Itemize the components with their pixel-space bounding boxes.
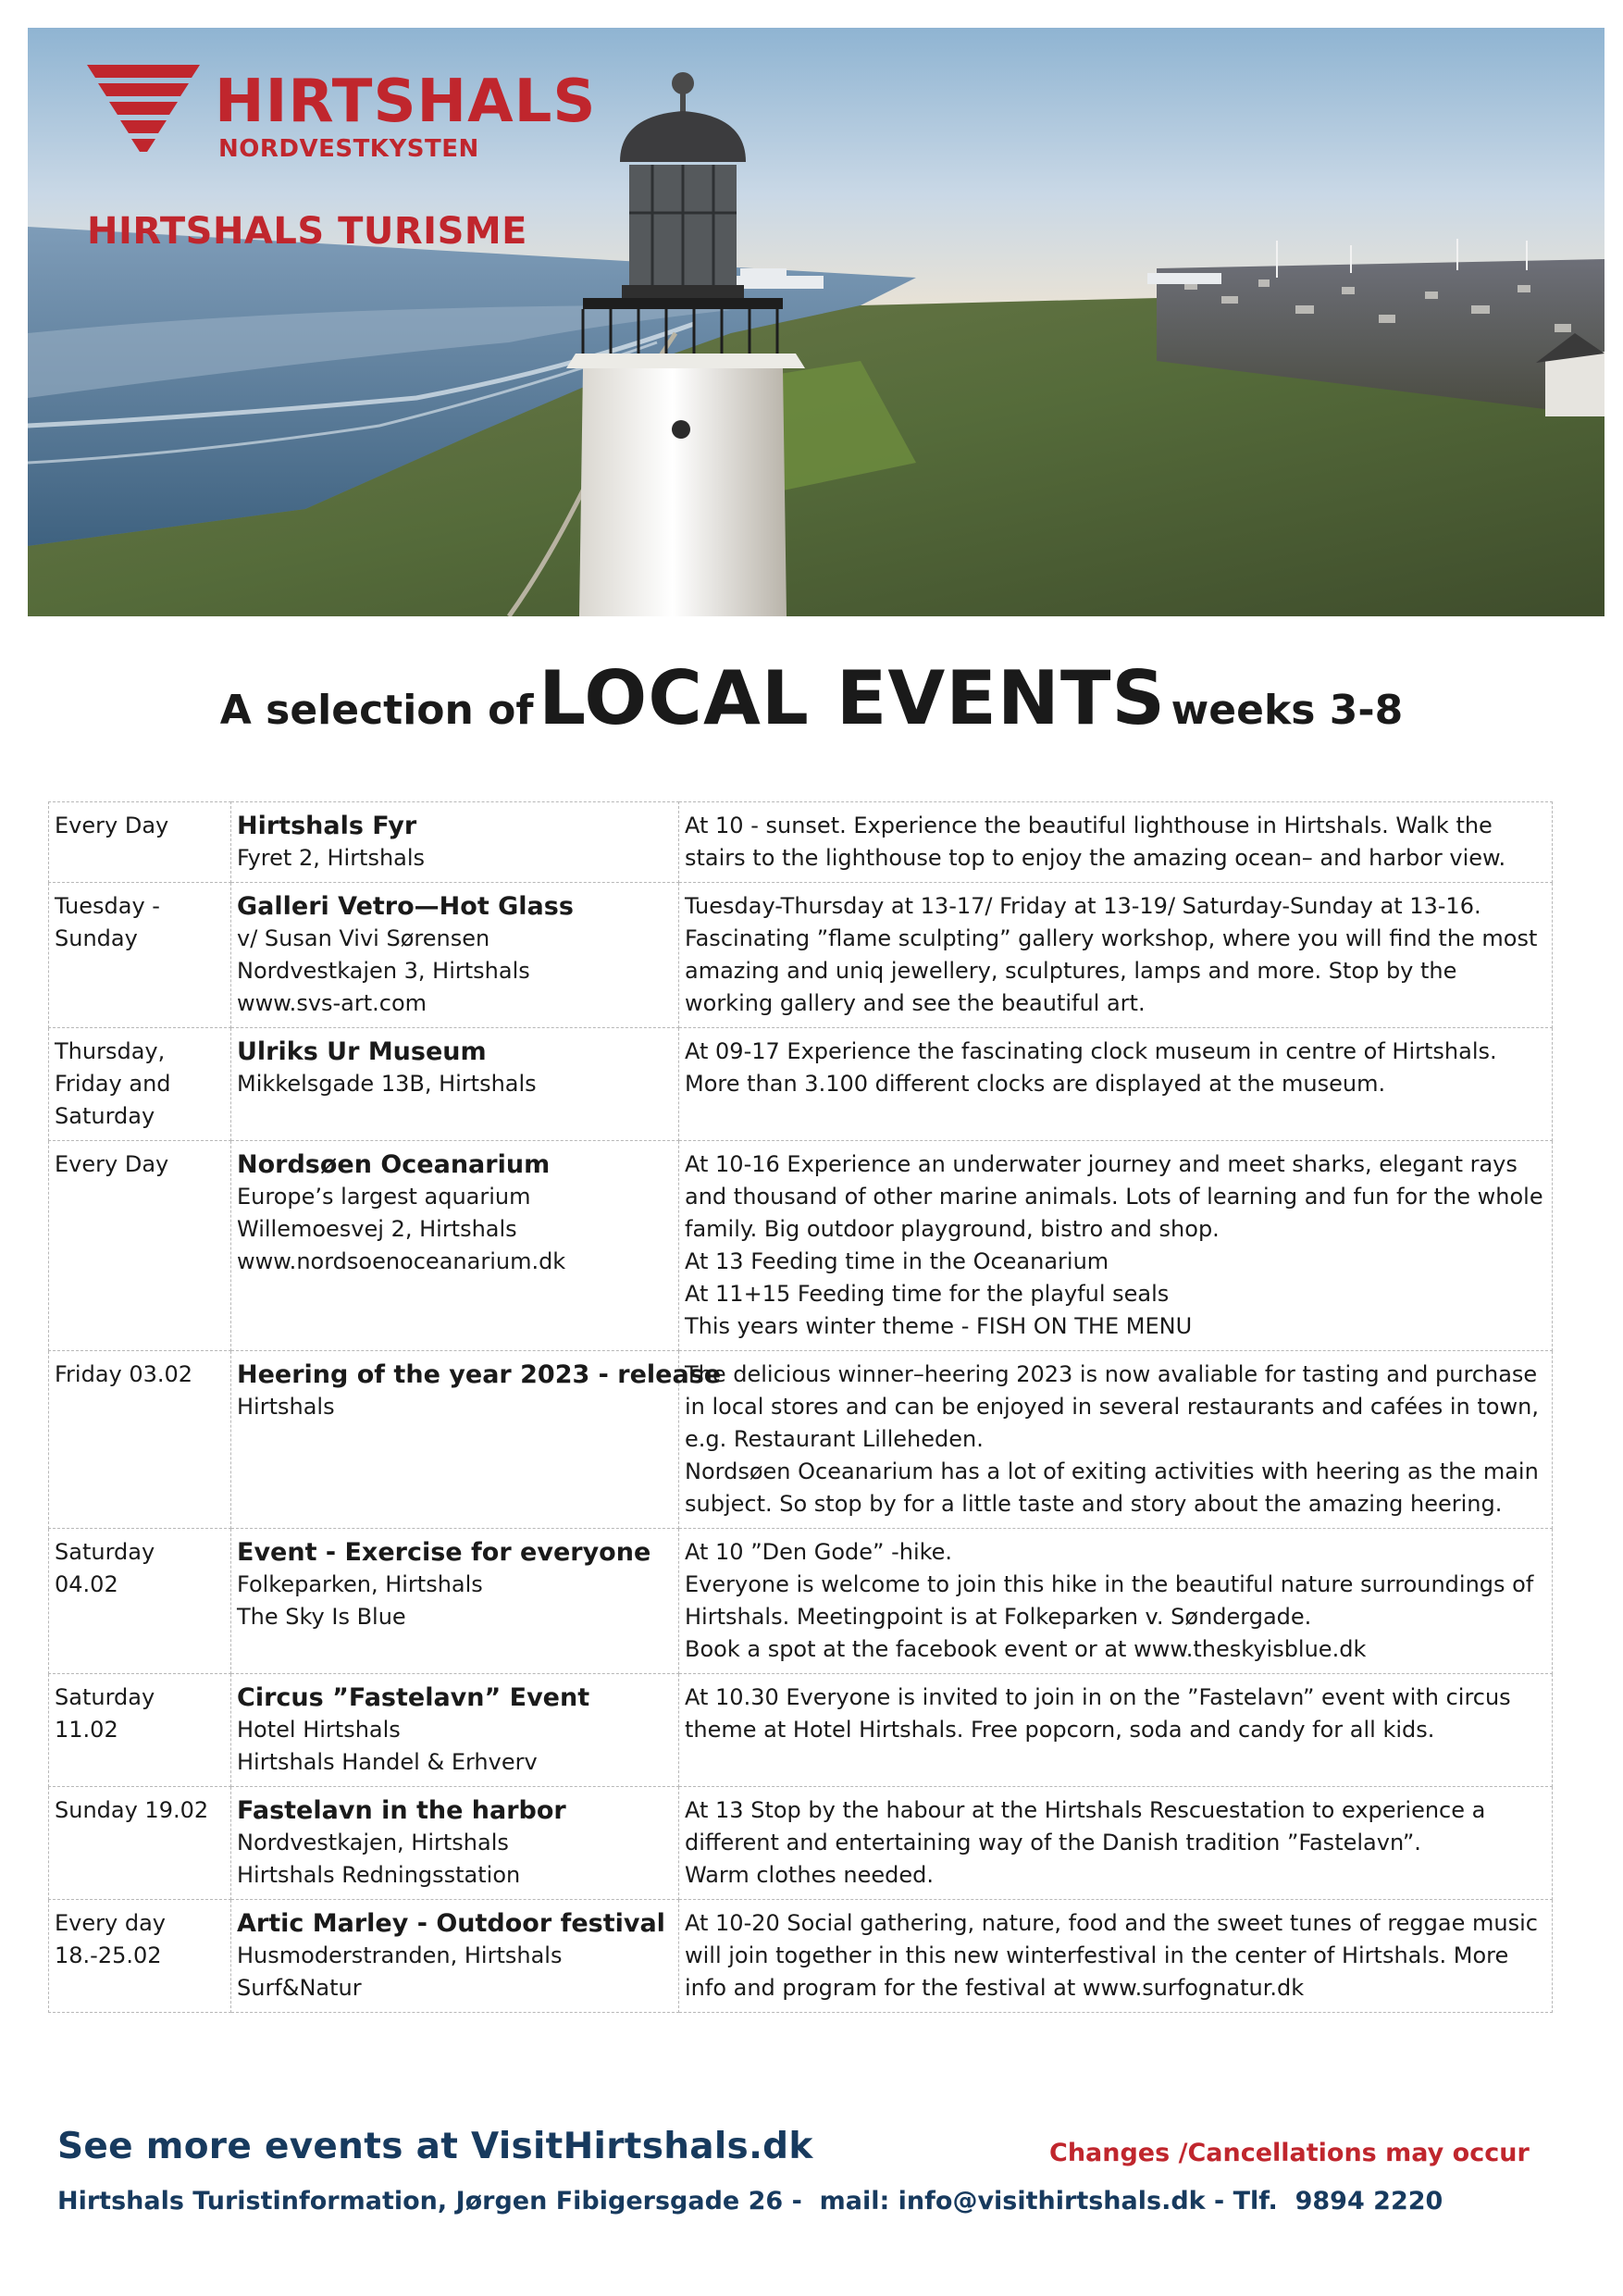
event-location-line: Folkeparken, Hirtshals [237, 1571, 483, 1597]
changes-notice: Changes /Cancellations may occur [1049, 2139, 1530, 2167]
event-description [679, 883, 1553, 1028]
event-location-line: v/ Susan Vivi Sørensen [237, 925, 490, 951]
event-row [49, 1900, 1553, 2013]
brand-name: HIRTSHALS [215, 68, 597, 136]
event-details [231, 1900, 679, 2013]
event-description-paragraph: At 13 Stop by the habour at the Hirtshals Rescuestation to experience a different and entertaining way of the Danish tradition ”Fastelavn”. [685, 1797, 1486, 1855]
event-row [49, 1351, 1553, 1529]
event-details [231, 802, 679, 883]
event-details [231, 883, 679, 1028]
event-description-paragraph: At 11+15 Feeding time for the playful seals [685, 1281, 1170, 1307]
brand-subtitle: NORDVESTKYSTEN [218, 135, 479, 163]
event-location-line: Mikkelsgade 13B, Hirtshals [237, 1071, 537, 1097]
event-location-line: Husmoderstranden, Hirtshals [237, 1942, 563, 1968]
events-table [48, 801, 1553, 2013]
event-description-paragraph: This years winter theme - FISH ON THE MENU [685, 1313, 1193, 1339]
event-details [231, 1351, 722, 1529]
event-description [679, 1900, 1553, 2013]
event-location-line: Hirtshals Redningsstation [237, 1862, 521, 1888]
event-row [49, 802, 1553, 883]
event-description-paragraph: The delicious winner–heering 2023 is now avaliable for tasting and purchase in local stores and can be enjoyed in several restaurants and cafées in town, e.g. Restaurant Lilleheden. [685, 1361, 1539, 1452]
event-description-paragraph: At 09-17 Experience the fascinating clock museum in centre of Hirtshals. More than 3.100 different clocks are displayed at the museum. [685, 1038, 1497, 1097]
event-description [679, 1028, 1553, 1141]
event-description-paragraph: At 10 - sunset. Experience the beautiful lighthouse in Hirtshals. Walk the stairs to the lighthouse top to enjoy the amazing ocean– and harbor view. [685, 813, 1506, 871]
event-name: Artic Marley - Outdoor festival [237, 1909, 665, 1938]
event-location-line: Willemoesvej 2, Hirtshals [237, 1216, 517, 1242]
event-description [679, 1787, 1553, 1900]
event-description-paragraph: At 10-16 Experience an underwater journey and meet sharks, elegant rays and thousand of other marine animals. Lots of learning and fun for the whole family. Big outdoor playground, bistro and shop. [685, 1151, 1543, 1242]
event-name: Galleri Vetro—Hot Glass [237, 892, 574, 921]
event-name: Fastelavn in the harbor [237, 1796, 566, 1825]
more-events-link[interactable]: See more events at VisitHirtshals.dk [57, 2126, 813, 2167]
event-date: Tuesday - Sunday [49, 883, 231, 1028]
event-date: Thursday, Friday and Saturday [49, 1028, 231, 1141]
title-main: LOCAL EVENTS [539, 655, 1167, 741]
event-description-paragraph: At 10.30 Everyone is invited to join in on the ”Fastelavn” event with circus theme at Hotel Hirtshals. Free popcorn, soda and candy for all kids. [685, 1684, 1511, 1743]
event-row [49, 1674, 1553, 1787]
event-description [679, 1351, 1553, 1529]
event-description [679, 1529, 1553, 1674]
brand-organisation: HIRTSHALS TURISME [87, 210, 527, 253]
page-title [0, 655, 1623, 741]
event-date: Every day 18.-25.02 [49, 1900, 231, 2013]
event-row [49, 1787, 1553, 1900]
event-date: Saturday 11.02 [49, 1674, 231, 1787]
contact-info: Hirtshals Turistinformation, Jørgen Fibigersgade 26 - mail: info@visithirtshals.dk - Tlf. 9894 2220 [57, 2187, 1443, 2215]
event-description [679, 1674, 1553, 1787]
event-details [231, 1529, 679, 1674]
event-name: Hirtshals Fyr [237, 812, 417, 840]
event-row [49, 1028, 1553, 1141]
event-date: Friday 03.02 [49, 1351, 231, 1529]
event-location-line: Hotel Hirtshals [237, 1717, 401, 1743]
event-date: Sunday 19.02 [49, 1787, 231, 1900]
event-description-paragraph: Everyone is welcome to join this hike in the beautiful nature surroundings of Hirtshals. Meetingpoint is at Folkeparken v. Søndergade. [685, 1571, 1534, 1630]
event-row [49, 883, 1553, 1028]
event-details [231, 1674, 679, 1787]
event-description [679, 1141, 1553, 1351]
event-name: Circus ”Fastelavn” Event [237, 1683, 590, 1712]
event-description-paragraph: At 10 ”Den Gode” -hike. [685, 1539, 953, 1565]
event-description-paragraph: At 10-20 Social gathering, nature, food and the sweet tunes of reggae music will join together in this new winterfestival in the center of Hirtshals. More info and program for the festival at www.surfognatur.dk [685, 1910, 1538, 2001]
event-description-paragraph: Book a spot at the facebook event or at www.theskyisblue.dk [685, 1636, 1367, 1662]
event-description [679, 802, 1553, 883]
event-description-paragraph: Nordsøen Oceanarium has a lot of exiting activities with heering as the main subject. So stop by for a little taste and story about the amazing heering. [685, 1458, 1539, 1517]
event-location-line: Fyret 2, Hirtshals [237, 845, 426, 871]
event-description-paragraph: At 13 Feeding time in the Oceanarium [685, 1248, 1109, 1274]
event-location-line: Hirtshals Handel & Erhverv [237, 1749, 538, 1775]
event-location-line: Nordvestkajen 3, Hirtshals [237, 958, 530, 984]
event-location-line: Hirtshals [237, 1394, 335, 1420]
event-details [231, 1028, 679, 1141]
event-row [49, 1529, 1553, 1674]
event-name: Event - Exercise for everyone [237, 1538, 651, 1567]
event-date: Every Day [49, 802, 231, 883]
event-location-line: Surf&Natur [237, 1975, 362, 2001]
event-name: Heering of the year 2023 - release [237, 1360, 722, 1389]
title-suffix: weeks 3-8 [1171, 687, 1404, 734]
event-date: Every Day [49, 1141, 231, 1351]
hirtshals-v-logo-icon [87, 65, 200, 176]
event-row [49, 1141, 1553, 1351]
title-prefix: A selection of [219, 687, 534, 734]
event-details [231, 1141, 679, 1351]
event-location-line: Europe’s largest aquarium [237, 1184, 531, 1210]
event-location-line: www.svs-art.com [237, 990, 427, 1016]
event-name: Ulriks Ur Museum [237, 1037, 487, 1066]
event-location-line: Nordvestkajen, Hirtshals [237, 1830, 509, 1855]
event-location-line: www.nordsoenoceanarium.dk [237, 1248, 566, 1274]
events-table-body [49, 802, 1553, 2013]
event-description-paragraph: Warm clothes needed. [685, 1862, 935, 1888]
hero-photo [28, 28, 1604, 616]
event-date: Saturday 04.02 [49, 1529, 231, 1674]
event-description-paragraph: Tuesday-Thursday at 13-17/ Friday at 13-19/ Saturday-Sunday at 13-16. Fascinating ”flame sculpting” gallery workshop, where you will find the most amazing and uniq jewellery, sculptures, lamps and more. Stop by the working gallery and see the beautiful art. [685, 893, 1538, 1016]
event-name: Nordsøen Oceanarium [237, 1150, 551, 1179]
event-details [231, 1787, 679, 1900]
event-location-line: The Sky Is Blue [237, 1604, 406, 1630]
